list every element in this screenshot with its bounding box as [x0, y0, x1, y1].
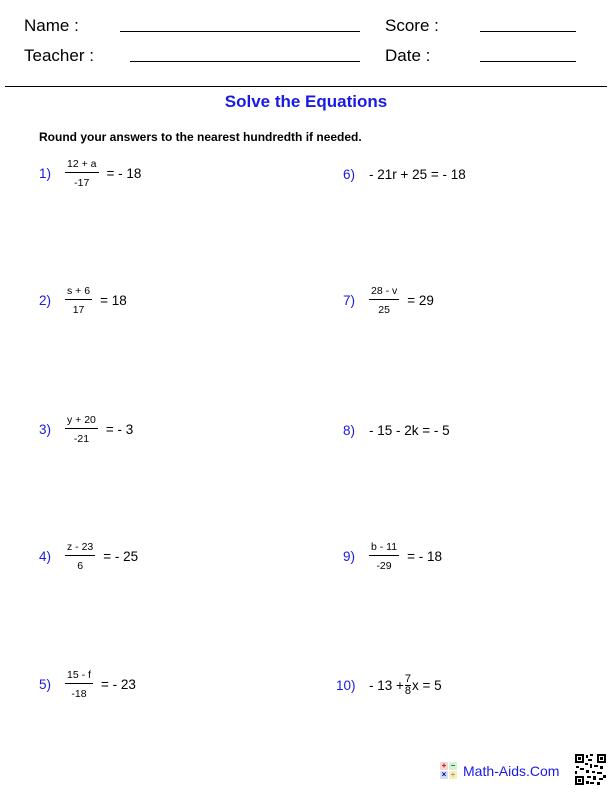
problem-number: 6) — [343, 167, 356, 182]
problem-7 — [343, 285, 434, 316]
problem-4 — [39, 541, 138, 572]
fraction — [369, 285, 399, 316]
problem-number: 9) — [343, 549, 356, 564]
right-hand-side: = - 25 — [103, 549, 139, 564]
problem-2 — [39, 285, 127, 316]
denominator: -17 — [74, 177, 90, 189]
right-hand-side: = - 3 — [105, 422, 134, 437]
instructions: Round your answers to the nearest hundredth if needed. — [39, 130, 362, 144]
problem-3 — [39, 414, 133, 445]
calculator-icon — [440, 762, 457, 779]
denominator: 8 — [404, 685, 412, 697]
name-field[interactable] — [120, 31, 360, 32]
date-field[interactable] — [480, 61, 576, 62]
times-symbol: × — [441, 770, 447, 779]
denominator: 25 — [378, 304, 390, 316]
fraction — [65, 414, 98, 445]
expression-suffix: x = 5 — [412, 678, 442, 693]
problem-1 — [39, 158, 141, 189]
fraction — [369, 541, 399, 572]
problem-10 — [336, 674, 442, 697]
right-hand-side: = - 18 — [407, 549, 442, 564]
page-title: Solve the Equations — [224, 92, 388, 111]
fraction — [65, 541, 95, 572]
right-hand-side: = 18 — [100, 293, 127, 308]
problem-number: 1) — [39, 166, 52, 181]
inline-fraction — [405, 674, 411, 697]
right-hand-side: = - 18 — [106, 166, 142, 181]
minus-symbol: − — [450, 761, 456, 770]
denominator: -21 — [73, 433, 90, 445]
problem-number: 7) — [343, 293, 356, 308]
problem-number: 10) — [336, 678, 356, 693]
numerator: b - 11 — [371, 541, 398, 553]
numerator: 7 — [404, 673, 412, 685]
expression-prefix: - 13 + — [369, 678, 404, 693]
problem-number: 5) — [39, 677, 52, 692]
denominator: 17 — [72, 304, 85, 316]
numerator: s + 6 — [67, 285, 91, 297]
numerator: y + 20 — [67, 414, 96, 426]
plus-symbol: + — [441, 761, 447, 770]
fraction — [65, 669, 93, 700]
divide-symbol: ÷ — [450, 770, 456, 779]
problem-5 — [39, 669, 136, 700]
math-aids-logo[interactable] — [440, 762, 559, 779]
brand-link[interactable]: Math-Aids.Com — [463, 762, 560, 779]
qr-code-icon — [575, 754, 606, 785]
name-label: Name : — [24, 16, 79, 35]
right-hand-side: = 29 — [407, 293, 434, 308]
fraction — [65, 285, 92, 316]
problem-6 — [343, 167, 466, 182]
right-hand-side: = - 23 — [100, 677, 136, 692]
score-field[interactable] — [480, 31, 576, 32]
teacher-field[interactable] — [130, 61, 360, 62]
score-label: Score : — [385, 16, 439, 35]
numerator: 15 - f — [67, 669, 91, 681]
expression: - 21r + 25 = - 18 — [369, 167, 466, 182]
problem-number: 2) — [39, 293, 52, 308]
fraction — [65, 158, 99, 189]
problem-number: 4) — [39, 549, 52, 564]
problem-number: 3) — [39, 422, 52, 437]
problem-8 — [343, 423, 450, 438]
teacher-label: Teacher : — [24, 46, 94, 65]
denominator: -18 — [71, 688, 87, 700]
numerator: 28 - v — [371, 285, 398, 297]
expression: - 15 - 2k = - 5 — [369, 423, 450, 438]
problem-number: 8) — [343, 423, 356, 438]
problem-9 — [343, 541, 442, 572]
header-divider — [5, 86, 607, 87]
denominator: -29 — [376, 560, 392, 572]
numerator: z - 23 — [67, 541, 94, 553]
denominator: 6 — [77, 560, 84, 572]
numerator: 12 + a — [67, 158, 97, 170]
date-label: Date : — [385, 46, 431, 65]
